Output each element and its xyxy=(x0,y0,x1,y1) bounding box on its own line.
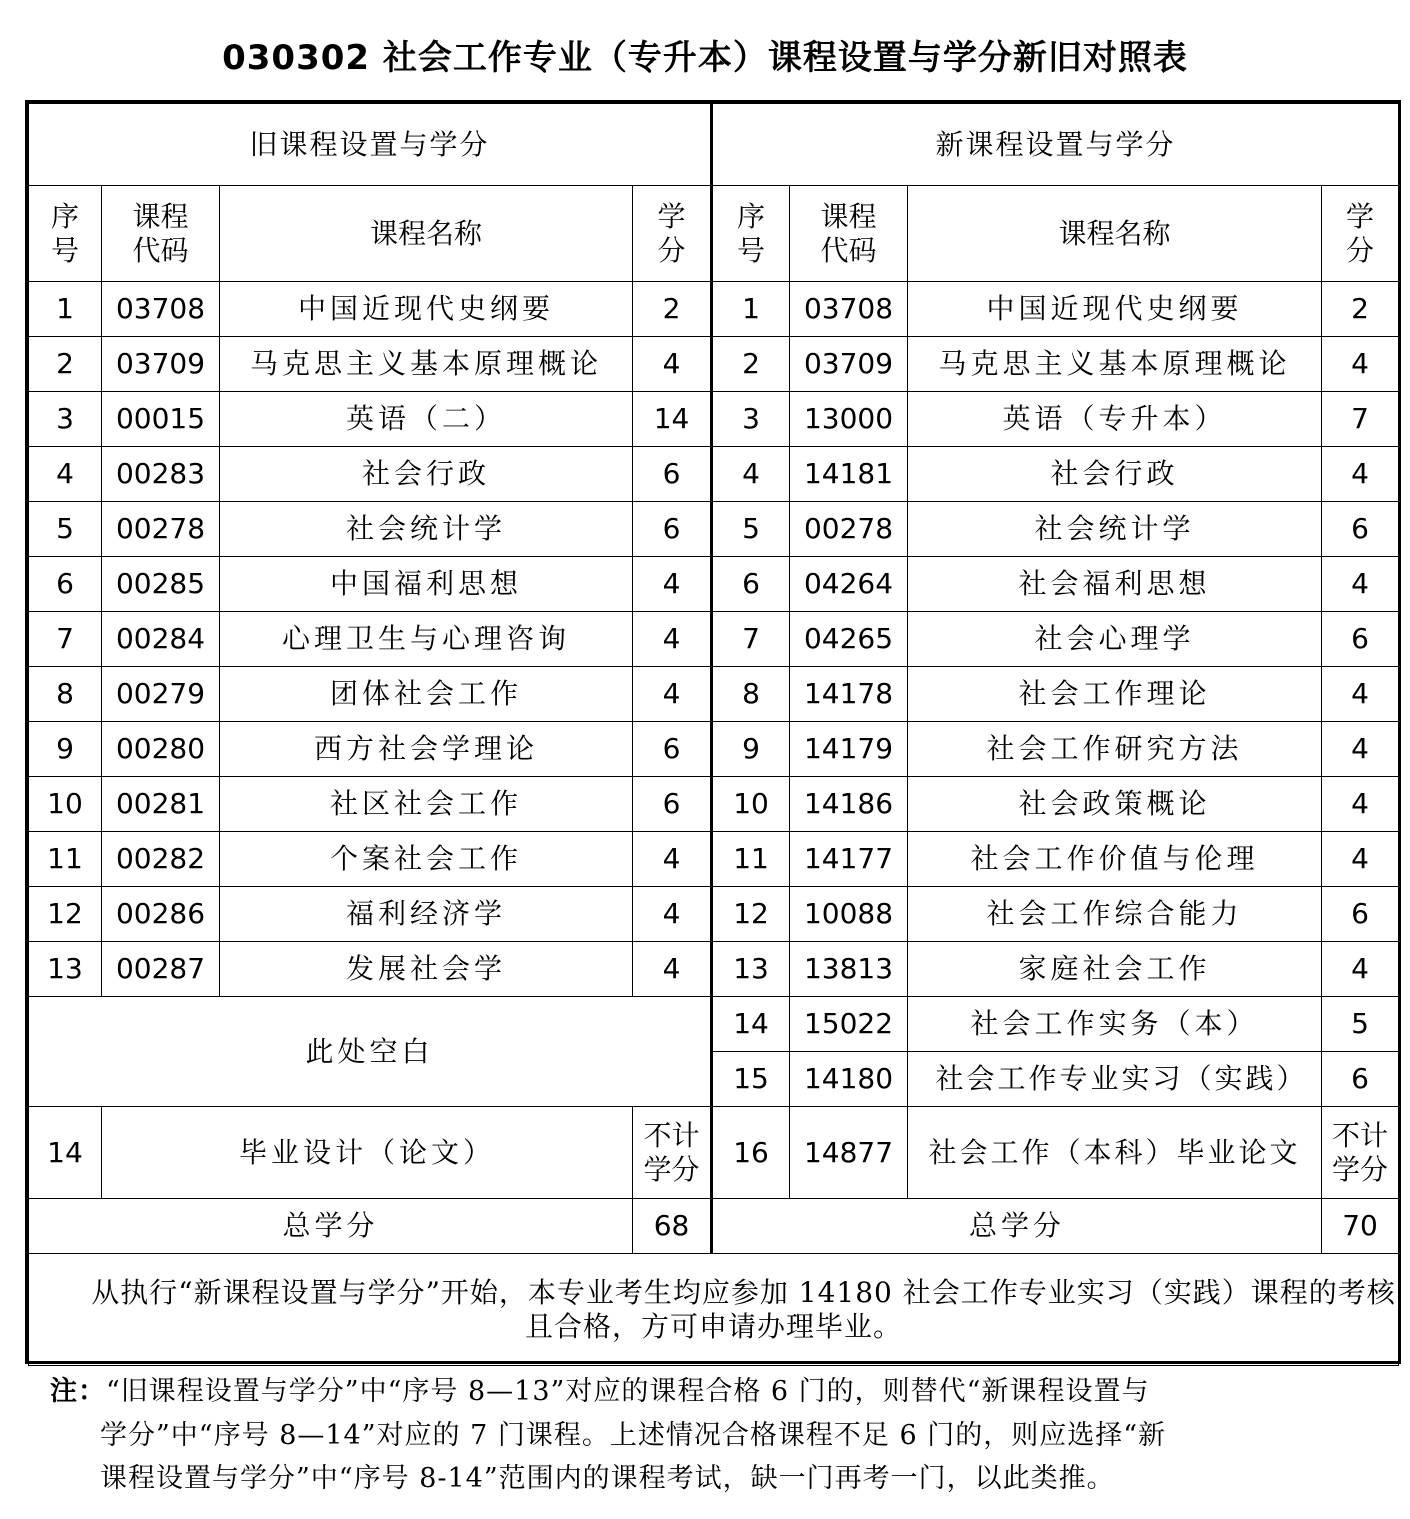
table-row xyxy=(29,502,1399,557)
new-code: 14178 xyxy=(790,667,908,722)
new-graduation-seq: 16 xyxy=(712,1107,790,1199)
new-course-name: 社会工作价值与伦理 xyxy=(908,832,1322,887)
table-row xyxy=(29,722,1399,777)
table-row xyxy=(29,282,1399,337)
old-credit: 4 xyxy=(633,612,712,667)
new-code: 03708 xyxy=(790,282,908,337)
col-header-seq: 序 号 xyxy=(29,186,102,282)
new-credit: 4 xyxy=(1322,337,1399,392)
comparison-table-frame xyxy=(25,100,1401,1364)
new-seq: 1 xyxy=(712,282,790,337)
table-row xyxy=(29,942,1399,997)
old-seq: 8 xyxy=(29,667,102,722)
old-course-name: 中国近现代史纲要 xyxy=(220,282,633,337)
new-seq: 10 xyxy=(712,777,790,832)
old-course-name: 个案社会工作 xyxy=(220,832,633,887)
old-course-name: 社会统计学 xyxy=(220,502,633,557)
footnote-line-1: “旧课程设置与学分”中“序号 8—13”对应的课程合格 6 门的，则替代“新课程设置与 xyxy=(106,1376,1150,1407)
old-code: 00280 xyxy=(102,722,220,777)
new-graduation-name: 社会工作（本科）毕业论文 xyxy=(908,1107,1322,1199)
new-code: 14179 xyxy=(790,722,908,777)
old-credit: 6 xyxy=(633,502,712,557)
new-seq: 11 xyxy=(712,832,790,887)
page-title: 030302 社会工作专业（专升本）课程设置与学分新旧对照表 xyxy=(222,38,1188,78)
old-credit: 14 xyxy=(633,392,712,447)
new-course-name: 社会行政 xyxy=(908,447,1322,502)
col-header-code: 课程 代码 xyxy=(790,186,908,282)
old-graduation-name: 毕业设计（论文） xyxy=(102,1107,633,1199)
new-course-name: 社会工作研究方法 xyxy=(908,722,1322,777)
old-course-name: 发展社会学 xyxy=(220,942,633,997)
old-seq: 6 xyxy=(29,557,102,612)
new-credit: 4 xyxy=(1322,942,1399,997)
old-code: 00278 xyxy=(102,502,220,557)
new-code: 14181 xyxy=(790,447,908,502)
col-header-code: 课程 代码 xyxy=(102,186,220,282)
table-note: 从执行“新课程设置与学分”开始，本专业考生均应参加 14180 社会工作专业实习（实践）课程的考核且合格，方可申请办理毕业。 xyxy=(29,1254,1399,1366)
old-code: 00282 xyxy=(102,832,220,887)
old-seq: 1 xyxy=(29,282,102,337)
old-credit: 6 xyxy=(633,722,712,777)
new-code: 13813 xyxy=(790,942,908,997)
new-code: 14177 xyxy=(790,832,908,887)
new-code: 14186 xyxy=(790,777,908,832)
new-seq: 14 xyxy=(712,997,790,1052)
new-seq: 8 xyxy=(712,667,790,722)
blank-area: 此处空白 xyxy=(29,997,712,1107)
old-total-credits: 68 xyxy=(633,1199,712,1254)
old-curriculum-header: 旧课程设置与学分 xyxy=(29,104,712,186)
new-credit: 6 xyxy=(1322,502,1399,557)
col-header-seq: 序 号 xyxy=(712,186,790,282)
old-seq: 9 xyxy=(29,722,102,777)
table-row xyxy=(29,337,1399,392)
old-graduation-credit: 不计 学分 xyxy=(633,1107,712,1199)
new-seq: 5 xyxy=(712,502,790,557)
new-credit: 4 xyxy=(1322,667,1399,722)
old-code: 00286 xyxy=(102,887,220,942)
old-code: 00281 xyxy=(102,777,220,832)
old-course-name: 心理卫生与心理咨询 xyxy=(220,612,633,667)
comparison-table xyxy=(28,103,1399,1366)
new-credit: 5 xyxy=(1322,997,1399,1052)
old-course-name: 团体社会工作 xyxy=(220,667,633,722)
new-total-label: 总学分 xyxy=(712,1199,1322,1254)
old-seq: 11 xyxy=(29,832,102,887)
old-course-name: 西方社会学理论 xyxy=(220,722,633,777)
new-course-name: 中国近现代史纲要 xyxy=(908,282,1322,337)
col-header-name: 课程名称 xyxy=(220,186,633,282)
new-seq: 3 xyxy=(712,392,790,447)
new-course-name: 社会工作专业实习（实践） xyxy=(908,1052,1322,1107)
old-code: 00285 xyxy=(102,557,220,612)
new-credit: 4 xyxy=(1322,722,1399,777)
new-credit: 2 xyxy=(1322,282,1399,337)
new-course-name: 社会统计学 xyxy=(908,502,1322,557)
new-course-name: 社会福利思想 xyxy=(908,557,1322,612)
new-course-name: 社会工作实务（本） xyxy=(908,997,1322,1052)
old-graduation-seq: 14 xyxy=(29,1107,102,1199)
new-credit: 4 xyxy=(1322,557,1399,612)
table-row xyxy=(29,832,1399,887)
old-seq: 7 xyxy=(29,612,102,667)
footnote-line-3: 课程设置与学分”中“序号 8-14”范围内的课程考试，缺一门再考一门，以此类推。 xyxy=(100,1463,1115,1495)
new-credit: 6 xyxy=(1322,1052,1399,1107)
new-credit: 6 xyxy=(1322,887,1399,942)
col-header-credit: 学 分 xyxy=(1322,186,1399,282)
table-row xyxy=(29,667,1399,722)
new-code: 04265 xyxy=(790,612,908,667)
footnote xyxy=(50,1370,1350,1501)
new-course-name: 社会政策概论 xyxy=(908,777,1322,832)
old-seq: 4 xyxy=(29,447,102,502)
new-code: 03709 xyxy=(790,337,908,392)
col-header-name: 课程名称 xyxy=(908,186,1322,282)
old-seq: 10 xyxy=(29,777,102,832)
old-course-name: 中国福利思想 xyxy=(220,557,633,612)
old-seq: 3 xyxy=(29,392,102,447)
old-course-name: 社区社会工作 xyxy=(220,777,633,832)
old-credit: 2 xyxy=(633,282,712,337)
old-credit: 4 xyxy=(633,667,712,722)
old-code: 00279 xyxy=(102,667,220,722)
new-credit: 4 xyxy=(1322,447,1399,502)
new-code: 10088 xyxy=(790,887,908,942)
old-course-name: 社会行政 xyxy=(220,447,633,502)
new-code: 14180 xyxy=(790,1052,908,1107)
old-credit: 6 xyxy=(633,777,712,832)
new-seq: 6 xyxy=(712,557,790,612)
new-course-name: 社会心理学 xyxy=(908,612,1322,667)
new-credit: 4 xyxy=(1322,832,1399,887)
table-row xyxy=(29,392,1399,447)
old-credit: 6 xyxy=(633,447,712,502)
new-seq: 13 xyxy=(712,942,790,997)
new-seq: 12 xyxy=(712,887,790,942)
old-total-label: 总学分 xyxy=(29,1199,633,1254)
footnote-line-2: 学分”中“序号 8—14”对应的 7 门课程。上述情况合格课程不足 6 门的，则应选择“新 xyxy=(100,1419,1167,1451)
old-course-name: 英语（二） xyxy=(220,392,633,447)
new-course-name: 社会工作综合能力 xyxy=(908,887,1322,942)
old-seq: 5 xyxy=(29,502,102,557)
new-seq: 2 xyxy=(712,337,790,392)
old-credit: 4 xyxy=(633,832,712,887)
old-code: 03709 xyxy=(102,337,220,392)
new-seq: 4 xyxy=(712,447,790,502)
old-credit: 4 xyxy=(633,942,712,997)
new-credit: 7 xyxy=(1322,392,1399,447)
new-course-name: 社会工作理论 xyxy=(908,667,1322,722)
table-row xyxy=(29,887,1399,942)
new-graduation-credit: 不计 学分 xyxy=(1322,1107,1399,1199)
old-code: 00287 xyxy=(102,942,220,997)
col-header-credit: 学 分 xyxy=(633,186,712,282)
footnote-lead: 注： xyxy=(50,1376,106,1407)
old-code: 00283 xyxy=(102,447,220,502)
new-total-credits: 70 xyxy=(1322,1199,1399,1254)
new-seq: 9 xyxy=(712,722,790,777)
old-code: 00015 xyxy=(102,392,220,447)
old-credit: 4 xyxy=(633,337,712,392)
new-code: 15022 xyxy=(790,997,908,1052)
old-credit: 4 xyxy=(633,557,712,612)
new-credit: 4 xyxy=(1322,777,1399,832)
old-credit: 4 xyxy=(633,887,712,942)
old-course-name: 福利经济学 xyxy=(220,887,633,942)
old-seq: 2 xyxy=(29,337,102,392)
old-course-name: 马克思主义基本原理概论 xyxy=(220,337,633,392)
new-curriculum-header: 新课程设置与学分 xyxy=(712,104,1399,186)
old-code: 00284 xyxy=(102,612,220,667)
new-code: 04264 xyxy=(790,557,908,612)
new-seq: 15 xyxy=(712,1052,790,1107)
new-code: 13000 xyxy=(790,392,908,447)
old-code: 03708 xyxy=(102,282,220,337)
new-seq: 7 xyxy=(712,612,790,667)
table-row xyxy=(29,612,1399,667)
new-code: 00278 xyxy=(790,502,908,557)
new-credit: 6 xyxy=(1322,612,1399,667)
old-seq: 13 xyxy=(29,942,102,997)
old-seq: 12 xyxy=(29,887,102,942)
table-row xyxy=(29,557,1399,612)
table-row xyxy=(29,447,1399,502)
new-course-name: 英语（专升本） xyxy=(908,392,1322,447)
new-graduation-code: 14877 xyxy=(790,1107,908,1199)
new-course-name: 马克思主义基本原理概论 xyxy=(908,337,1322,392)
new-course-name: 家庭社会工作 xyxy=(908,942,1322,997)
table-row xyxy=(29,777,1399,832)
